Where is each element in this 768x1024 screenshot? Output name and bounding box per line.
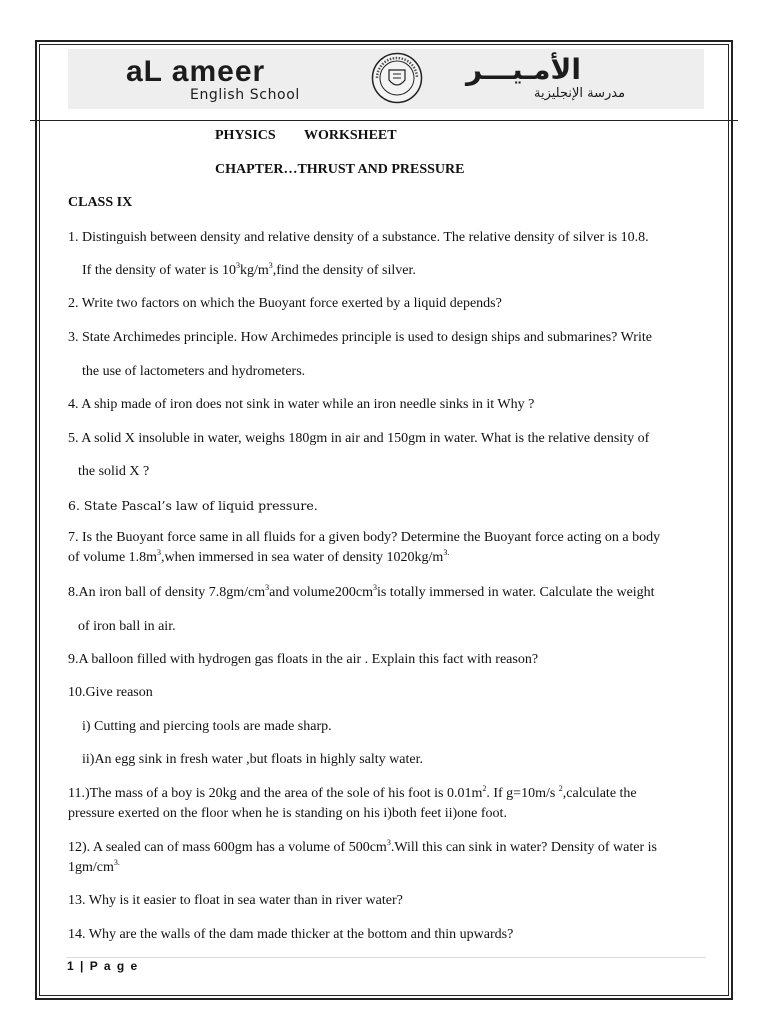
school-logo-english: aL ameer <box>126 55 266 88</box>
chapter-title: CHAPTER…THRUST AND PRESSURE <box>215 162 465 177</box>
question-7-line-1: 7. Is the Buoyant force same in all fluids for a given body? Determine the Buoyant force acting on a body <box>68 530 661 545</box>
page-number: 1 | P a g e <box>67 959 139 973</box>
footer-divider <box>66 957 706 958</box>
question-4: 4. A ship made of iron does not sink in water while an iron needle sinks in it Why ? <box>68 397 535 412</box>
question-3-line-1: 3. State Archimedes principle. How Archimedes principle is used to design ships and submarines? Write <box>68 330 652 345</box>
question-8-line-2: of iron ball in air. <box>78 619 176 634</box>
header-divider <box>30 120 738 121</box>
question-13: 13. Why is it easier to float in sea water than in river water? <box>68 893 403 908</box>
question-1-line-1: 1. Distinguish between density and relative density of a substance. The relative density of silver is 10.8. <box>68 230 649 245</box>
question-9: 9.A balloon filled with hydrogen gas floats in the air . Explain this fact with reason? <box>68 652 539 667</box>
subject-title: PHYSICS <box>215 128 276 143</box>
question-5-line-1: 5. A solid X insoluble in water, weighs 180gm in air and 150gm in water. What is the relative density of <box>68 431 650 446</box>
question-5-line-2: the solid X ? <box>78 464 150 479</box>
question-10: 10.Give reason <box>68 685 153 700</box>
question-12-line-1: 12). A sealed can of mass 600gm has a volume of $500cm^3.Will$ this can sink in water? Density of water is <box>68 838 657 855</box>
question-10-part-ii: ii)An egg sink in fresh water ,but floats in highly salty water. <box>82 752 423 767</box>
question-7-line-2: of volume $1.8m^3,when$ immersed in sea water of density $1020kg/m^{3.}$ <box>68 548 450 565</box>
question-12-line-2: $1gm/cm^{3.}$ <box>68 858 120 875</box>
question-11-line-2: pressure exerted on the floor when he is standing on his i)both feet ii)one foot. <box>68 806 507 821</box>
question-3-line-2: the use of lactometers and hydrometers. <box>82 364 306 379</box>
school-logo-arabic-subtitle: مدرسة الإنجليزية <box>534 86 626 101</box>
question-8-line-1: 8.An iron ball of density $7.8gm/cm^3and$ $volume200cm^3is$ totally immersed in water. Calculate the weight <box>68 583 655 600</box>
school-banner <box>68 49 704 109</box>
class-label: CLASS IX <box>68 195 133 210</box>
school-logo-subtitle: English School <box>190 87 300 103</box>
question-11-line-1: 11.)The mass of a boy is 20kg and the area of the sole of his foot is $0.01m^2$. If g=10m/s $^2$,calculate the <box>68 784 637 801</box>
question-1-line-2: If the density of water is $10^3kg/m^3,find$ the density of silver. <box>82 261 416 278</box>
worksheet-title: WORKSHEET <box>304 128 397 143</box>
school-seal-icon <box>371 52 423 104</box>
question-10-part-i: i) Cutting and piercing tools are made sharp. <box>82 719 332 734</box>
school-logo-arabic: الأمـيـــر <box>466 53 581 86</box>
question-14: 14. Why are the walls of the dam made thicker at the bottom and thin upwards? <box>68 927 514 942</box>
question-6: 6. State Pascal’s law of liquid pressure. <box>68 498 318 513</box>
question-2: 2. Write two factors on which the Buoyant force exerted by a liquid depends? <box>68 296 502 311</box>
